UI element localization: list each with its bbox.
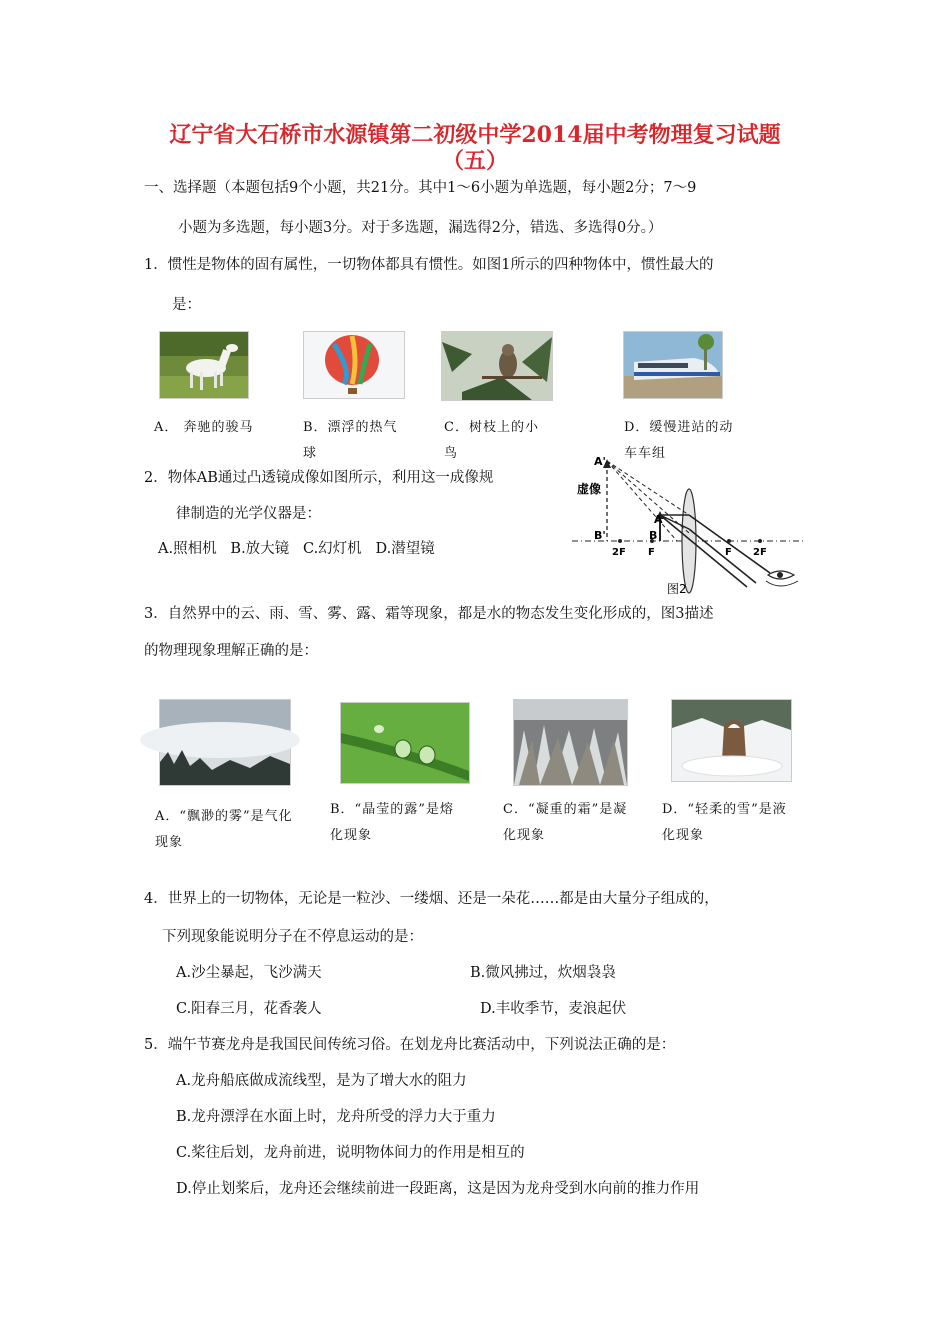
- q1-option-c: C．树枝上的小鸟: [444, 420, 539, 461]
- label-f-right: F: [725, 547, 732, 558]
- question-1-text: 1．惯性是物体的固有属性，一切物体都具有惯性。如图1所示的四种物体中，惯性最大的: [144, 257, 714, 273]
- q4-option-d: D.丰收季节，麦浪起伏: [480, 1001, 627, 1017]
- question-4-text: 4．世界上的一切物体，无论是一粒沙、一缕烟、还是一朵花……都是由大量分子组成的，: [144, 891, 719, 907]
- question-5-text: 5．端午节赛龙舟是我国民间传统习俗。在划龙舟比赛活动中，下列说法正确的是：: [144, 1037, 676, 1053]
- section-intro-line2: 小题为多选题，每小题3分。对于多选题，漏选得2分，错选、多选得0分。）: [178, 220, 663, 236]
- label-a-image: A': [594, 455, 606, 468]
- snow-image: [671, 699, 792, 782]
- q3-option-d: D．“轻柔的雪”是液化现象: [662, 802, 787, 843]
- question-3-text: 3．自然界中的云、雨、雪、雾、露、霜等现象，都是水的物态发生变化形成的，图3描述: [144, 606, 714, 622]
- q1-option-d: D．缓慢进站的动车车组: [624, 420, 734, 461]
- label-2f-left: 2F: [612, 547, 626, 558]
- dew-image: [340, 702, 470, 784]
- question-2-text-cont: 律制造的光学仪器是：: [176, 506, 321, 522]
- question-2-text: 2．物体AB通过凸透镜成像如图所示，利用这一成像规: [144, 470, 494, 486]
- eye-icon: [766, 571, 798, 586]
- q5-option-b: B.龙舟漂浮在水面上时，龙舟所受的浮力大于重力: [176, 1109, 496, 1125]
- q5-option-d: D.停止划桨后，龙舟还会继续前进一段距离，这是因为龙舟受到水向前的推力作用: [176, 1181, 700, 1197]
- label-2f-right: 2F: [753, 547, 767, 558]
- horse-image: [159, 331, 249, 399]
- question-4-text-cont: 下列现象能说明分子在不停息运动的是：: [162, 929, 423, 945]
- label-virtual-image: 虚像: [577, 482, 602, 496]
- q5-option-a: A.龙舟船底做成流线型，是为了增大水的阻力: [176, 1073, 467, 1089]
- q4-option-b: B.微风拂过，炊烟袅袅: [470, 965, 616, 981]
- convex-lens-diagram: [572, 453, 804, 596]
- page-title-subtitle: （五）: [441, 148, 508, 174]
- bullet-train-image: [623, 331, 723, 399]
- bird-on-branch-image: [441, 331, 553, 401]
- frost-image: [513, 699, 628, 786]
- label-a: A: [654, 513, 663, 526]
- figure-2-label: 图2: [667, 582, 687, 596]
- page-title: 辽宁省大石桥市水源镇第二初级中学2014届中考物理复习试题: [169, 122, 781, 148]
- q1-option-a: A． 奔驰的骏马: [154, 420, 254, 435]
- question-3-text-cont: 的物理现象理解正确的是：: [144, 643, 318, 659]
- question-2-options: A.照相机 B.放大镜 C.幻灯机 D.潜望镜: [158, 541, 435, 557]
- q4-option-a: A.沙尘暴起，飞沙满天: [176, 965, 322, 981]
- q3-option-a: A．“飘渺的雾”是气化现象: [155, 809, 293, 850]
- label-b: B: [649, 529, 658, 542]
- q5-option-c: C.桨往后划，龙舟前进，说明物体间力的作用是相互的: [176, 1145, 525, 1161]
- question-1-text-cont: 是：: [172, 297, 201, 313]
- q3-option-c: C．“凝重的霜”是凝化现象: [503, 802, 628, 843]
- label-b-image: B': [594, 529, 606, 542]
- q4-option-c: C.阳春三月，花香袭人: [176, 1001, 322, 1017]
- q1-option-b: B．漂浮的热气球: [303, 420, 398, 461]
- hot-air-balloon-image: [303, 331, 405, 399]
- section-intro-line1: 一、选择题（本题包括9个小题，共21分。其中1～6小题为单选题，每小题2分；7～9: [144, 180, 697, 196]
- label-f-left: F: [648, 547, 655, 558]
- fog-image: [159, 699, 291, 786]
- q3-option-b: B．“晶莹的露”是熔化现象: [330, 802, 454, 843]
